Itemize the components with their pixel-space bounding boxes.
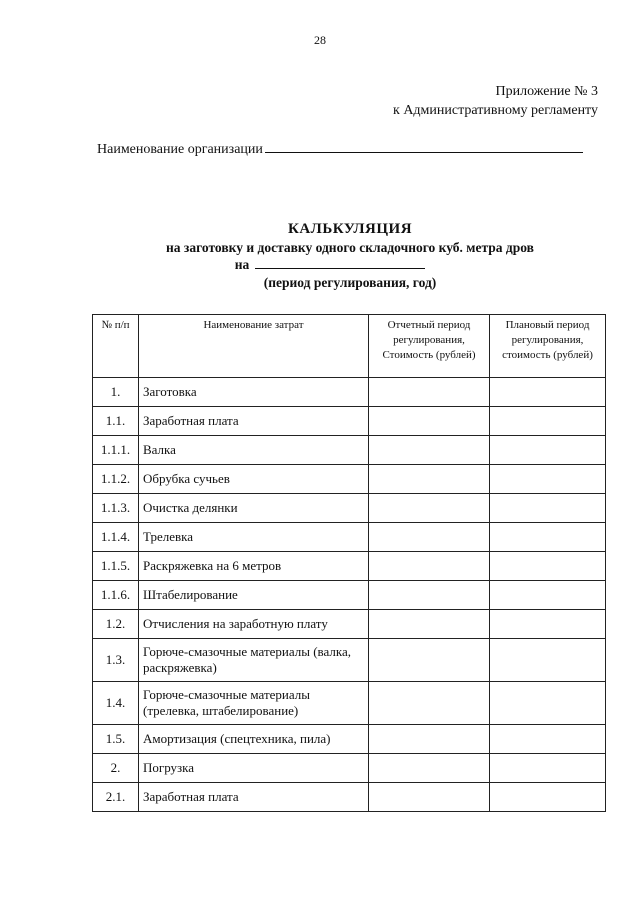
- row-num: 1.1.2.: [93, 465, 139, 494]
- row-num: 1.1.6.: [93, 581, 139, 610]
- row-reported-cell: [369, 378, 490, 407]
- document-title: [0, 219, 640, 292]
- table-body: [93, 378, 606, 812]
- row-cost-name: Амортизация (спецтехника, пила): [139, 725, 369, 754]
- row-planned-cell: [490, 639, 606, 682]
- row-cost-name: Заработная плата: [139, 783, 369, 812]
- row-num: 2.1.: [93, 783, 139, 812]
- row-num: 1.1.5.: [93, 552, 139, 581]
- row-reported-cell: [369, 552, 490, 581]
- row-cost-name: Очистка делянки: [139, 494, 369, 523]
- table-row: [93, 494, 606, 523]
- row-cost-name: Валка: [139, 436, 369, 465]
- header-reported: Отчетный период регулирования, Стоимость (рублей): [369, 315, 490, 378]
- row-cost-name: Горюче-смазочные материалы (трелевка, штабелирование): [139, 682, 369, 725]
- row-reported-cell: [369, 725, 490, 754]
- table-row: [93, 465, 606, 494]
- title-period-note: (период регулирования, год): [263, 275, 437, 290]
- calculation-table: [92, 314, 606, 812]
- row-reported-cell: [369, 523, 490, 552]
- title-subtitle: на заготовку и доставку одного складочного куб. метра дров: [166, 240, 534, 255]
- row-planned-cell: [490, 378, 606, 407]
- table-row: [93, 378, 606, 407]
- row-num: 2.: [93, 754, 139, 783]
- header-name: Наименование затрат: [139, 315, 369, 378]
- row-planned-cell: [490, 552, 606, 581]
- table-row: [93, 581, 606, 610]
- organization-blank-line: [265, 138, 583, 153]
- table-row: [93, 436, 606, 465]
- page-number: 28: [314, 33, 326, 47]
- row-planned-cell: [490, 783, 606, 812]
- row-reported-cell: [369, 465, 490, 494]
- row-planned-cell: [490, 754, 606, 783]
- organization-label: Наименование организации: [97, 142, 263, 157]
- row-cost-name: Раскряжевка на 6 метров: [139, 552, 369, 581]
- header-planned: Плановый период регулирования, стоимость (рублей): [490, 315, 606, 378]
- row-planned-cell: [490, 436, 606, 465]
- table-row: [93, 523, 606, 552]
- row-cost-name: Отчисления на заработную плату: [139, 610, 369, 639]
- row-num: 1.1.: [93, 407, 139, 436]
- row-num: 1.5.: [93, 725, 139, 754]
- row-reported-cell: [369, 581, 490, 610]
- row-planned-cell: [490, 581, 606, 610]
- title-period-line: [0, 256, 640, 273]
- row-num: 1.4.: [93, 682, 139, 725]
- row-num: 1.1.1.: [93, 436, 139, 465]
- appendix-line-1: Приложение № 3: [495, 84, 598, 99]
- row-cost-name: Заработная плата: [139, 407, 369, 436]
- row-num: 1.2.: [93, 610, 139, 639]
- appendix-line-2: к Административному регламенту: [393, 103, 598, 118]
- row-cost-name: Штабелирование: [139, 581, 369, 610]
- row-cost-name: Заготовка: [139, 378, 369, 407]
- row-cost-name: Погрузка: [139, 754, 369, 783]
- table-row: [93, 682, 606, 725]
- row-cost-name: Горюче-смазочные материалы (валка, раскряжевка): [139, 639, 369, 682]
- table-row: [93, 610, 606, 639]
- table-row: [93, 754, 606, 783]
- row-reported-cell: [369, 436, 490, 465]
- row-planned-cell: [490, 610, 606, 639]
- table-row: [93, 407, 606, 436]
- table-row: [93, 552, 606, 581]
- row-cost-name: Обрубка сучьев: [139, 465, 369, 494]
- period-blank-line: [255, 256, 425, 269]
- row-reported-cell: [369, 783, 490, 812]
- row-planned-cell: [490, 523, 606, 552]
- organization-field: [97, 138, 583, 158]
- row-num: 1.1.3.: [93, 494, 139, 523]
- row-planned-cell: [490, 725, 606, 754]
- row-num: 1.3.: [93, 639, 139, 682]
- table-row: [93, 639, 606, 682]
- table-row: [93, 783, 606, 812]
- row-reported-cell: [369, 407, 490, 436]
- table-row: [93, 725, 606, 754]
- row-planned-cell: [490, 682, 606, 725]
- row-reported-cell: [369, 639, 490, 682]
- row-planned-cell: [490, 465, 606, 494]
- header-num: № п/п: [93, 315, 139, 378]
- appendix-note: [393, 82, 598, 120]
- row-reported-cell: [369, 682, 490, 725]
- row-reported-cell: [369, 494, 490, 523]
- row-reported-cell: [369, 754, 490, 783]
- row-planned-cell: [490, 407, 606, 436]
- row-num: 1.1.4.: [93, 523, 139, 552]
- table-header-row: [93, 315, 606, 378]
- row-num: 1.: [93, 378, 139, 407]
- row-planned-cell: [490, 494, 606, 523]
- row-reported-cell: [369, 610, 490, 639]
- row-cost-name: Трелевка: [139, 523, 369, 552]
- title-period-prefix: на: [234, 257, 250, 272]
- title-main: КАЛЬКУЛЯЦИЯ: [287, 221, 413, 237]
